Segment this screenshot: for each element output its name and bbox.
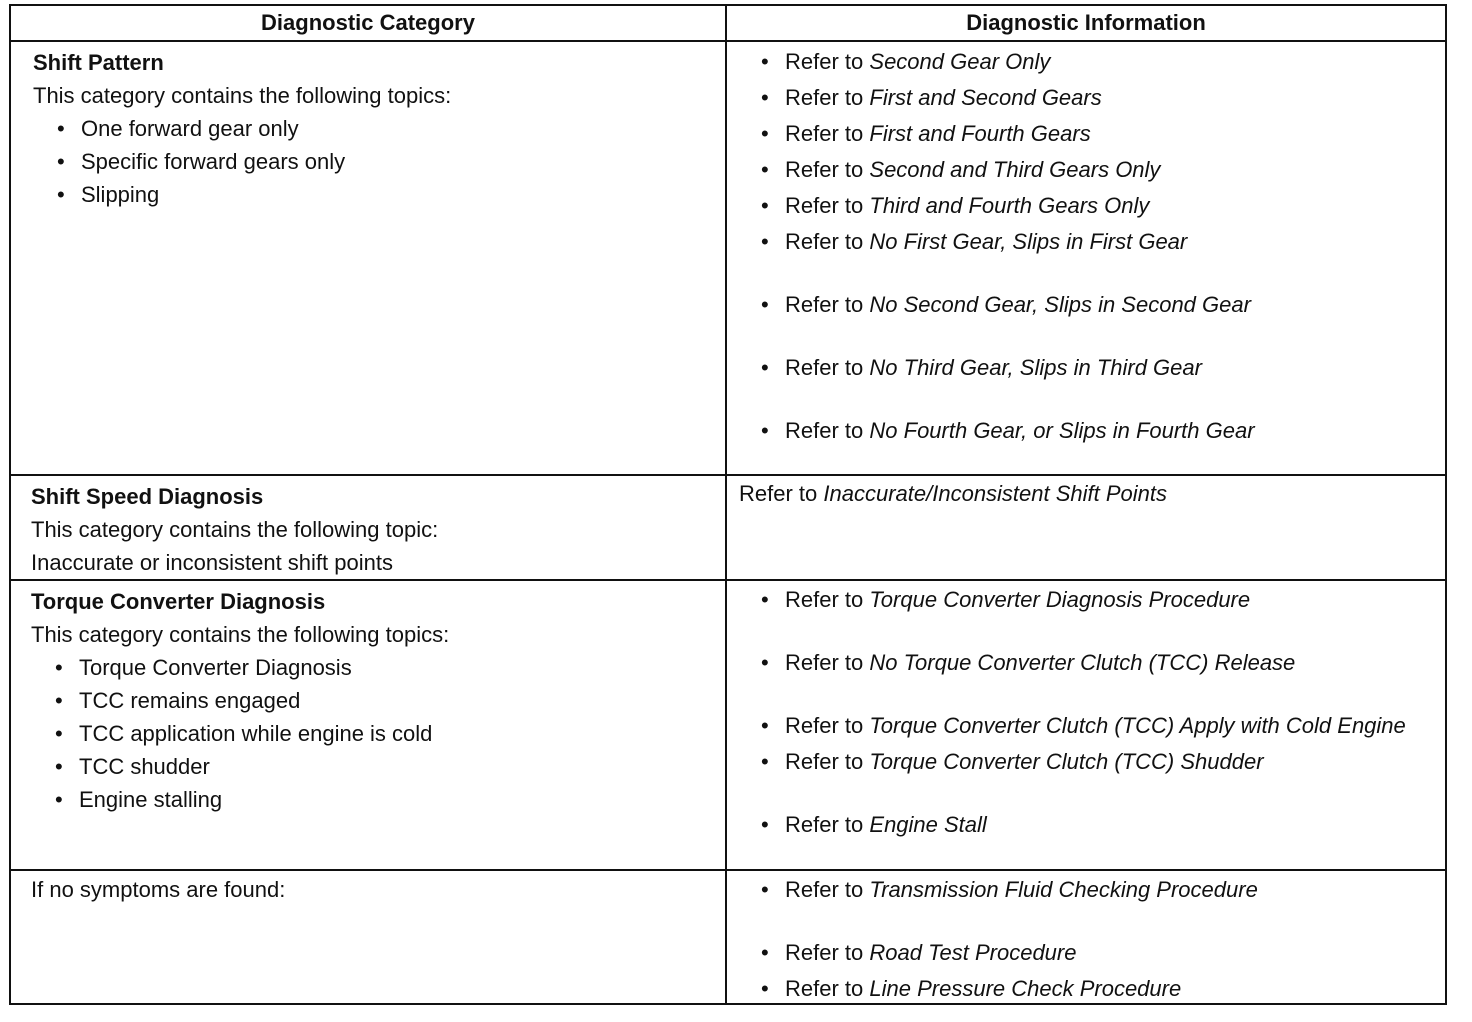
refer-prefix: Refer to xyxy=(785,650,864,675)
refer-prefix: Refer to xyxy=(785,713,864,738)
reference-link[interactable]: First and Fourth Gears xyxy=(869,121,1091,146)
refer-prefix: Refer to xyxy=(785,49,864,74)
table-row-torque-converter xyxy=(10,580,1446,870)
reference-link[interactable]: Inaccurate/Inconsistent Shift Points xyxy=(823,481,1168,506)
reference-link[interactable]: No First Gear, Slips in First Gear xyxy=(869,229,1188,254)
refer-prefix: Refer to xyxy=(785,749,864,774)
refer-prefix: Refer to xyxy=(785,121,864,146)
reference-link[interactable]: Torque Converter Clutch (TCC) Shudder xyxy=(869,749,1264,774)
refer-prefix: Refer to xyxy=(739,481,818,506)
topic-list xyxy=(31,651,705,816)
reference-item xyxy=(757,354,1425,382)
info-cell xyxy=(726,870,1446,1004)
topic-item: • TCC remains engaged xyxy=(55,684,705,717)
table-header-row xyxy=(10,5,1446,41)
reference-list xyxy=(757,586,1425,839)
reference-item xyxy=(757,712,1425,740)
refer-prefix: Refer to xyxy=(785,355,864,380)
topic-item: • Slipping xyxy=(57,178,705,211)
reference-item xyxy=(757,120,1425,148)
reference-link[interactable]: No Fourth Gear, or Slips in Fourth Gear xyxy=(869,418,1255,443)
info-cell xyxy=(726,475,1446,580)
reference-list xyxy=(757,48,1425,445)
diagnostic-table xyxy=(9,4,1447,1005)
reference-item xyxy=(757,417,1425,445)
topic-item: • Specific forward gears only xyxy=(57,145,705,178)
header-diagnostic-information: Diagnostic Information xyxy=(726,5,1446,41)
reference-item xyxy=(757,649,1425,677)
refer-prefix: Refer to xyxy=(785,157,864,182)
category-title: Shift Pattern xyxy=(33,50,164,75)
reference-item xyxy=(757,48,1425,76)
refer-prefix: Refer to xyxy=(785,418,864,443)
refer-prefix: Refer to xyxy=(785,85,864,110)
reference-item xyxy=(757,192,1425,220)
topic-item: • TCC shudder xyxy=(55,750,705,783)
topic-item: • Engine stalling xyxy=(55,783,705,816)
category-intro: This category contains the following topics: xyxy=(31,622,450,647)
reference-item xyxy=(757,84,1425,112)
refer-prefix: Refer to xyxy=(785,292,864,317)
reference-link[interactable]: First and Second Gears xyxy=(869,85,1102,110)
table-row-shift-speed xyxy=(10,475,1446,580)
reference-link[interactable]: Transmission Fluid Checking Procedure xyxy=(869,877,1258,902)
category-title: Torque Converter Diagnosis xyxy=(31,589,326,614)
category-topic: If no symptoms are found: xyxy=(31,877,286,902)
reference-link[interactable]: No Second Gear, Slips in Second Gear xyxy=(869,292,1251,317)
reference-link[interactable]: No Torque Converter Clutch (TCC) Release xyxy=(869,650,1296,675)
reference-item xyxy=(757,291,1425,319)
category-cell xyxy=(10,870,726,1004)
category-cell xyxy=(10,475,726,580)
category-cell xyxy=(10,41,726,475)
reference-item xyxy=(739,479,1425,509)
reference-link[interactable]: Second Gear Only xyxy=(869,49,1051,74)
table-row-shift-pattern xyxy=(10,41,1446,475)
refer-prefix: Refer to xyxy=(785,812,864,837)
refer-prefix: Refer to xyxy=(785,877,864,902)
reference-list xyxy=(757,876,1425,1003)
reference-link[interactable]: Torque Converter Clutch (TCC) Apply with Cold Engine xyxy=(869,713,1406,738)
reference-item xyxy=(757,586,1425,614)
reference-link[interactable]: Road Test Procedure xyxy=(869,940,1077,965)
header-diagnostic-category: Diagnostic Category xyxy=(10,5,726,41)
reference-item xyxy=(757,156,1425,184)
refer-prefix: Refer to xyxy=(785,229,864,254)
table-row-no-symptoms xyxy=(10,870,1446,1004)
category-cell xyxy=(10,580,726,870)
reference-item xyxy=(757,939,1425,967)
reference-item xyxy=(757,975,1425,1003)
reference-link[interactable]: Third and Fourth Gears Only xyxy=(869,193,1150,218)
reference-item xyxy=(757,811,1425,839)
reference-item xyxy=(757,228,1425,256)
category-intro: This category contains the following topics: xyxy=(33,83,452,108)
reference-link[interactable]: No Third Gear, Slips in Third Gear xyxy=(869,355,1202,380)
refer-prefix: Refer to xyxy=(785,193,864,218)
reference-link[interactable]: Engine Stall xyxy=(869,812,987,837)
reference-link[interactable]: Torque Converter Diagnosis Procedure xyxy=(869,587,1251,612)
category-intro: This category contains the following topic: xyxy=(31,517,439,542)
refer-prefix: Refer to xyxy=(785,587,864,612)
topic-item: • TCC application while engine is cold xyxy=(55,717,705,750)
refer-prefix: Refer to xyxy=(785,940,864,965)
topic-item: • One forward gear only xyxy=(57,112,705,145)
refer-prefix: Refer to xyxy=(785,976,864,1001)
info-cell xyxy=(726,41,1446,475)
topic-item: • Torque Converter Diagnosis xyxy=(55,651,705,684)
category-title: Shift Speed Diagnosis xyxy=(31,484,264,509)
reference-item xyxy=(757,876,1425,904)
reference-item xyxy=(757,748,1425,776)
info-cell xyxy=(726,580,1446,870)
category-topic: Inaccurate or inconsistent shift points xyxy=(31,550,393,575)
topic-list xyxy=(33,112,705,211)
reference-link[interactable]: Second and Third Gears Only xyxy=(869,157,1161,182)
reference-link[interactable]: Line Pressure Check Procedure xyxy=(869,976,1182,1001)
